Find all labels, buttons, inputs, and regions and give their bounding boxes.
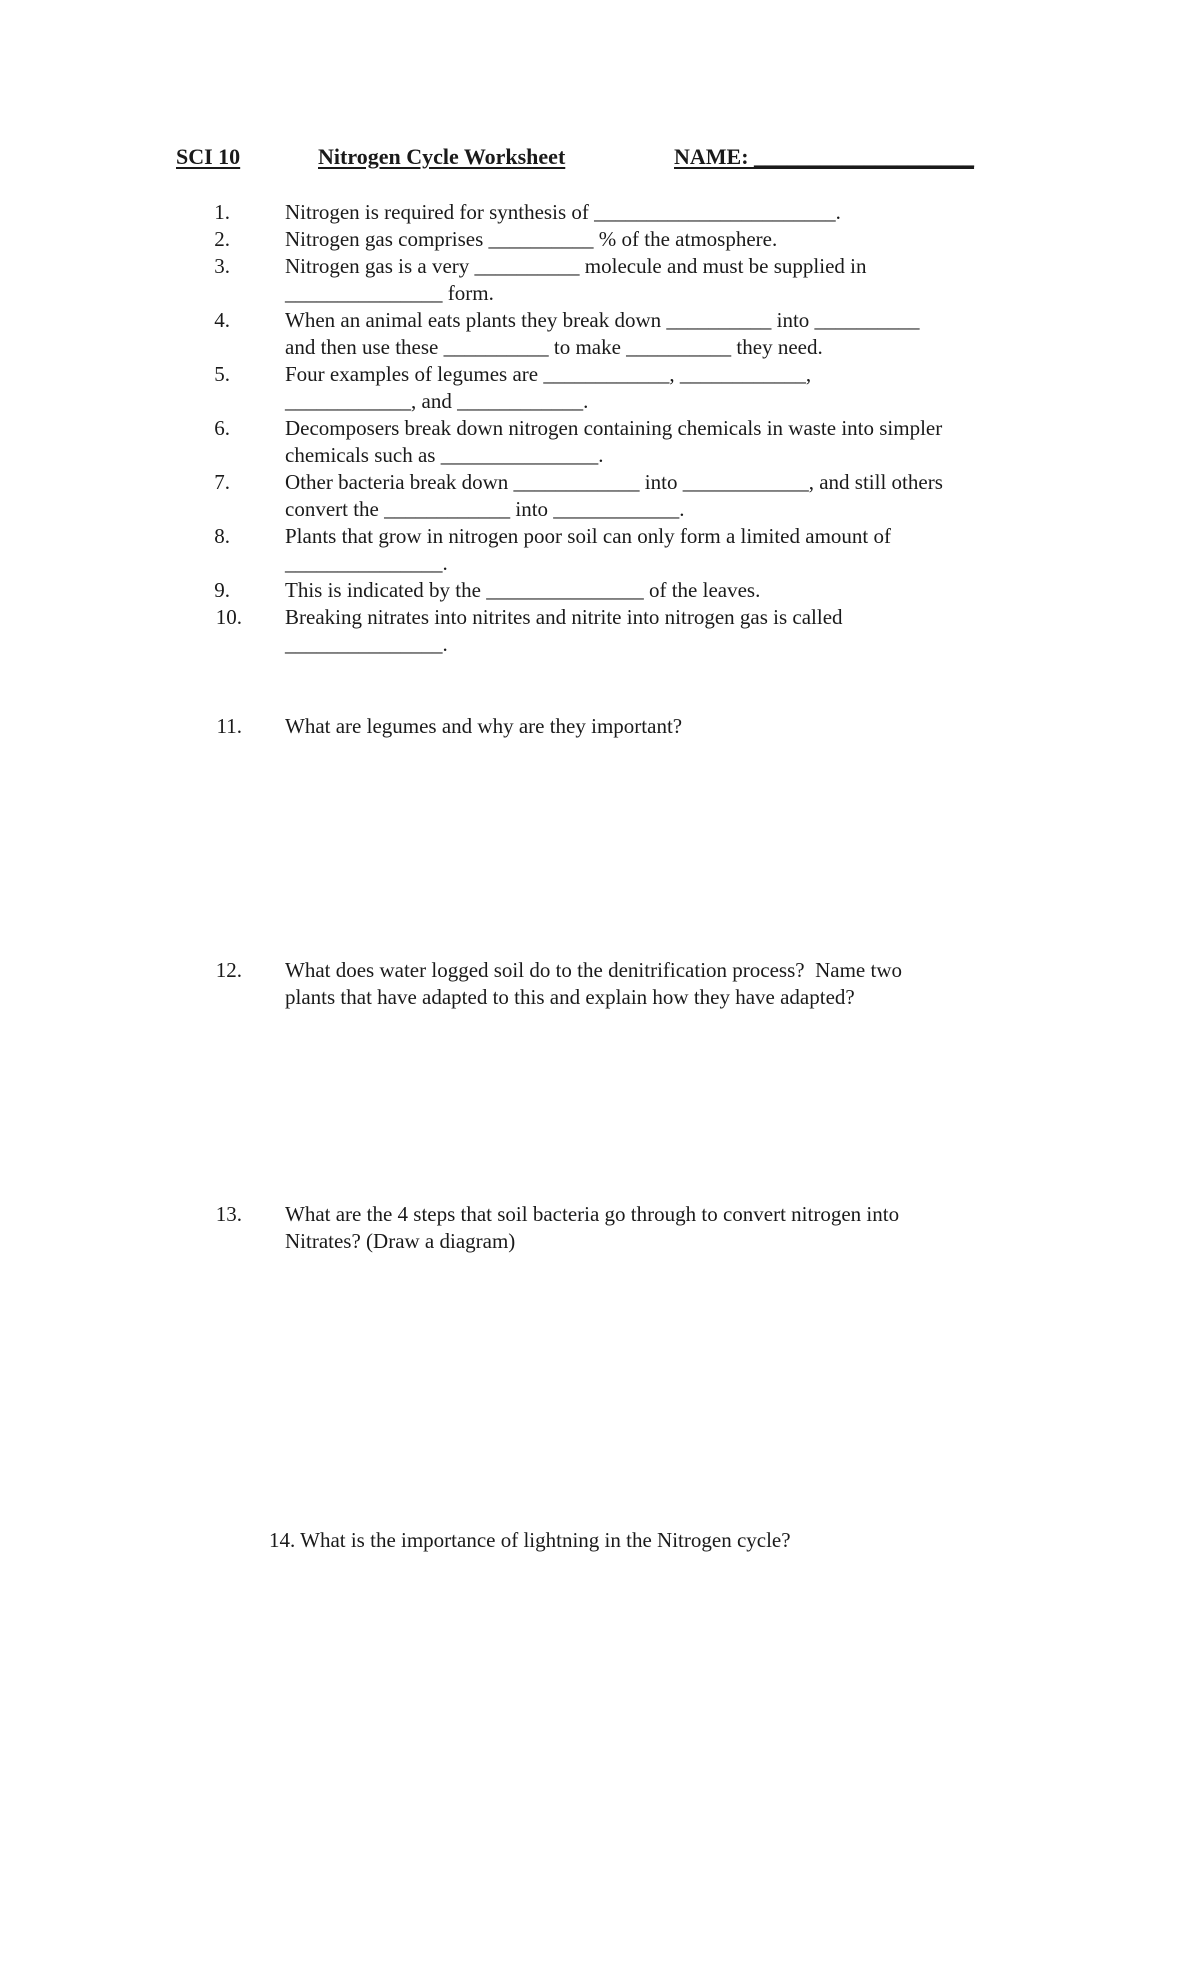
question-number: 1. [214, 200, 230, 224]
question-7-text: convert the ____________ into ____________. [285, 497, 685, 521]
course-code: SCI 10 [176, 144, 241, 169]
question-3-text: Nitrogen gas is a very __________ molecule and must be supplied in [285, 254, 867, 278]
question-5-text: Four examples of legumes are ____________, ____________, [285, 362, 812, 386]
question-number: 10. [215, 605, 242, 629]
question-4-text: When an animal eats plants they break down __________ into __________ [285, 308, 920, 332]
question-10-text: _______________. [285, 632, 448, 656]
question-7-text: Other bacteria break down ____________ into ____________, and still others [285, 470, 943, 494]
question-8-text: _______________. [285, 551, 448, 575]
question-number: 11. [216, 714, 242, 738]
question-6-text: chemicals such as _______________. [285, 443, 604, 467]
question-14 [248, 1500, 791, 1581]
question-number: 3. [214, 254, 230, 278]
name-field[interactable]: NAME: ____________________ [674, 144, 975, 169]
question-12-text: What does water logged soil do to the denitrification process? Name two [285, 958, 902, 982]
question-2-text: Nitrogen gas comprises __________ % of the atmosphere. [285, 227, 778, 251]
question-3-text: _______________ form. [285, 281, 494, 305]
question-number: 9. [214, 578, 230, 602]
question-number: 14. [269, 1528, 296, 1552]
question-number: 7. [214, 470, 230, 494]
question-number: 4. [214, 308, 230, 332]
question-13-text: What are the 4 steps that soil bacteria go through to convert nitrogen into [285, 1202, 900, 1226]
question-5-text: ____________, and ____________. [285, 389, 589, 413]
question-12-text: plants that have adapted to this and explain how they have adapted? [285, 985, 855, 1009]
question-6-text: Decomposers break down nitrogen containing chemicals in waste into simpler [285, 416, 943, 440]
question-13-text: Nitrates? (Draw a diagram) [285, 1229, 516, 1253]
question-number: 8. [214, 524, 230, 548]
question-10-text: Breaking nitrates into nitrites and nitrite into nitrogen gas is called [285, 605, 843, 629]
question-9-text: This is indicated by the _______________ of the leaves. [285, 578, 761, 602]
question-4-text: and then use these __________ to make __________ they need. [285, 335, 823, 359]
question-number: 5. [214, 362, 230, 386]
question-1-text: Nitrogen is required for synthesis of _______________________. [285, 200, 841, 224]
question-14-text: What is the importance of lightning in the Nitrogen cycle? [300, 1528, 791, 1552]
question-number: 6. [214, 416, 230, 440]
question-number: 2. [214, 227, 230, 251]
question-number: 12. [215, 958, 242, 982]
question-number: 13. [215, 1202, 242, 1226]
question-8-text: Plants that grow in nitrogen poor soil can only form a limited amount of [285, 524, 891, 548]
question-11-text: What are legumes and why are they important? [285, 714, 683, 738]
worksheet-title: Nitrogen Cycle Worksheet [318, 144, 566, 169]
